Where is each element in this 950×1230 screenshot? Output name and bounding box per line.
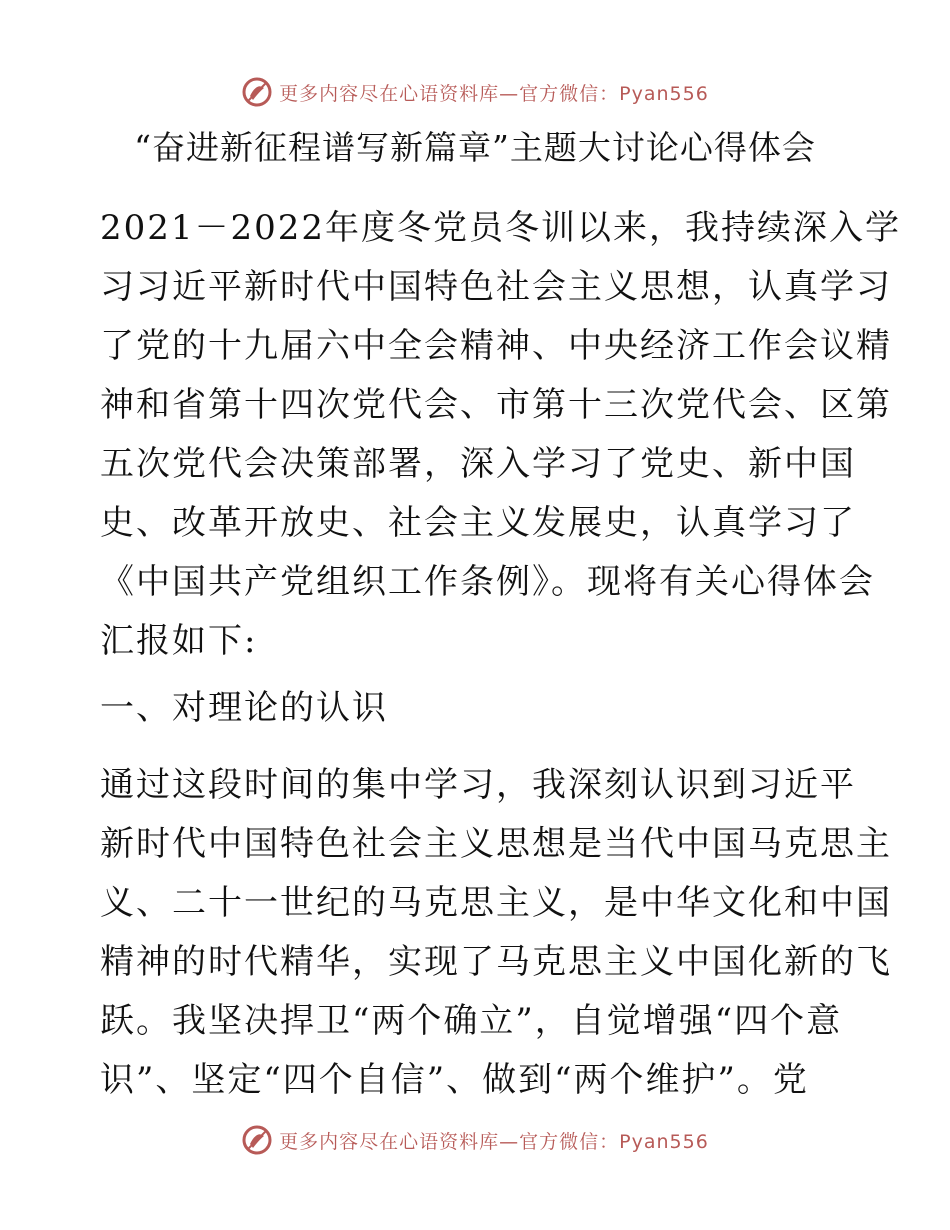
paragraph-line: 习习近平新时代中国特色社会主义思想，认真学习 xyxy=(100,267,892,307)
header-watermark xyxy=(0,72,950,112)
paragraph-line: 精神的时代精华，实现了马克思主义中国化新的飞 xyxy=(100,942,892,982)
paragraph-line: 五次党代会决策部署，深入学习了党史、新中国 xyxy=(100,444,856,484)
watermark-text: 更多内容尽在心语资料库—官方微信：Pyan556 xyxy=(279,1130,709,1153)
brand-logo-icon xyxy=(241,76,273,108)
paragraph-line: 2021－2022年度冬党员冬训以来，我持续深入学 xyxy=(100,208,902,248)
paragraph-line: 《中国共产党组织工作条例》。现将有关心得体会 xyxy=(100,562,875,602)
brand-logo-icon xyxy=(241,1124,273,1156)
footer-watermark xyxy=(0,1120,950,1160)
paragraph-line: 通过这段时间的集中学习，我深刻认识到习近平 xyxy=(100,765,856,805)
paragraph-line: 跃。我坚决捍卫“两个确立”，自觉增强“四个意 xyxy=(100,1001,843,1041)
watermark-text: 更多内容尽在心语资料库—官方微信：Pyan556 xyxy=(279,82,709,105)
paragraph-line: 新时代中国特色社会主义思想是当代中国马克思主 xyxy=(100,824,892,864)
paragraph-line: 汇报如下: xyxy=(100,621,258,661)
paragraph-line: 史、改革开放史、社会主义发展史，认真学习了 xyxy=(100,503,856,543)
document-title: “奋进新征程谱写新篇章”主题大讨论心得体会 xyxy=(134,128,816,167)
paragraph-line: 了党的十九届六中全会精神、中央经济工作会议精 xyxy=(100,326,892,366)
paragraph-line: 义、二十一世纪的马克思主义，是中华文化和中国 xyxy=(100,883,892,923)
paragraph-line: 神和省第十四次党代会、市第十三次党代会、区第 xyxy=(100,385,892,425)
paragraph-line: 识”、坚定“四个自信”、做到“两个维护”。党 xyxy=(100,1060,809,1100)
section-heading: 一、对理论的认识 xyxy=(100,688,388,728)
